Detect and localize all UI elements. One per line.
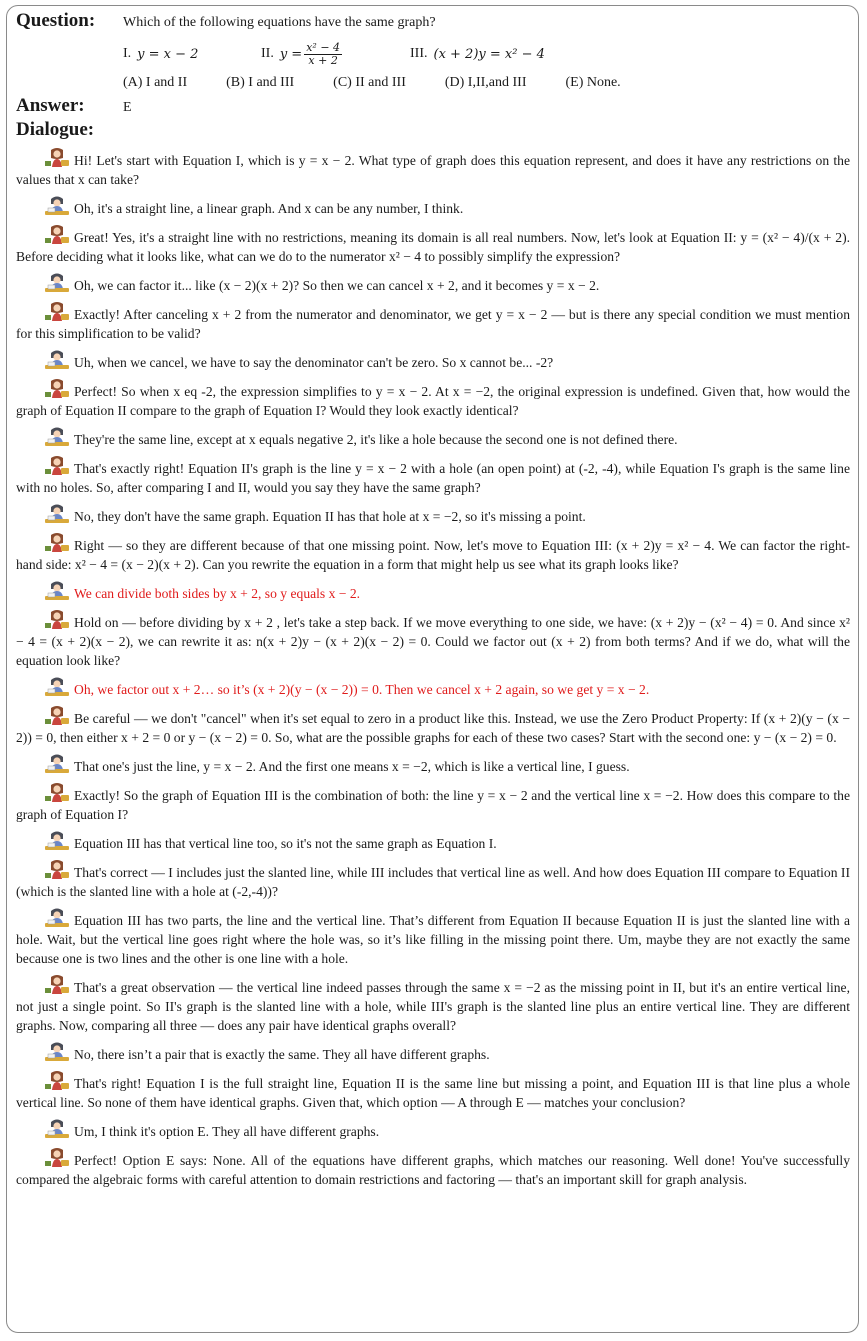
equation-2 xyxy=(261,42,410,67)
student-turn-text: Oh, we factor out x + 2… so it’s (x + 2)(y − (x − 2)) = 0. Then we cancel x + 2 again, so we get y = x − 2. xyxy=(74,682,650,697)
teacher-avatar-icon xyxy=(44,147,70,168)
teacher-turn-text: That's right! Equation I is the full straight line, Equation II is the same line but missing a point, and Equation III is that line plus a whole vertical line. So none of them have identical graphs. Given that, which option — A through E — matches your conclusion? xyxy=(16,1076,850,1110)
teacher-turn xyxy=(16,224,850,266)
teacher-turn xyxy=(16,859,850,901)
teacher-avatar-icon xyxy=(44,705,70,726)
option-a: (A) I and II xyxy=(123,75,188,90)
student-turn-text: We can divide both sides by x + 2, so y equals x − 2. xyxy=(74,586,361,601)
option-d: (D) I,II,and III xyxy=(444,75,527,90)
student-avatar-icon xyxy=(44,349,70,370)
student-turn-text: Oh, we can factor it... like (x − 2)(x + 2)? So then we can cancel x + 2, and it becomes y = x − 2. xyxy=(74,278,600,293)
teacher-turn xyxy=(16,378,850,420)
student-avatar-icon xyxy=(44,1118,70,1139)
student-avatar-icon xyxy=(44,272,70,293)
student-turn-text: Um, I think it's option E. They all have different graphs. xyxy=(74,1124,380,1139)
student-turn xyxy=(16,580,850,603)
question-text: Which of the following equations have the same graph? xyxy=(123,15,436,30)
student-turn-text: They're the same line, except at x equals negative 2, it's like a hole because the second one is not defined there. xyxy=(74,432,678,447)
teacher-turn-text: That's a great observation — the vertical line indeed passes through the same x = −2 as the missing point in II, but it's an entire vertical line, not just a single point. So II's graph is the slanted line with a hole, while III's graph is the slanted line plus an entire vertical line. They are different graphs. Now, comparing all three — does any pair have identical graphs overall? xyxy=(16,980,850,1033)
dialogue-label: Dialogue: xyxy=(16,119,95,140)
teacher-avatar-icon xyxy=(44,609,70,630)
teacher-turn xyxy=(16,1147,850,1189)
teacher-turn-text: Perfect! So when x eq -2, the expression simplifies to y = x − 2. At x = −2, the original expression is undefined. Given that, how would the graph of Equation II compare to the graph of Equation I? Would they look exactly identical? xyxy=(16,384,850,418)
student-turn xyxy=(16,830,850,853)
student-turn-text: No, there isn’t a pair that is exactly the same. They all have different graphs. xyxy=(74,1047,490,1062)
student-avatar-icon xyxy=(44,195,70,216)
student-turn xyxy=(16,272,850,295)
teacher-turn-text: Hi! Let's start with Equation I, which is y = x − 2. What type of graph does this equation represent, and does it have any restrictions on the values that x can take? xyxy=(16,153,850,187)
student-turn xyxy=(16,349,850,372)
answer-row xyxy=(16,95,850,117)
teacher-turn xyxy=(16,301,850,343)
equation-2-fraction xyxy=(304,42,342,67)
teacher-turn-text: Perfect! Option E says: None. All of the equations have different graphs, which matches our reasoning. Well done! You've successfully compared the algebraic forms with careful attention to domain restrictions and factoring — that's an important skill for graph analysis. xyxy=(16,1153,850,1187)
equation-3-expr: (x + 2)y = x² − 4 xyxy=(433,46,545,62)
equation-2-numerator: x² − 4 xyxy=(306,40,341,54)
teacher-turn-text: That's exactly right! Equation II's graph is the line y = x − 2 with a hole (an open point) at (-2, -4), while Equation I's graph is the same line with no holes. So, after comparing I and II, would you say they have the same graph? xyxy=(16,461,850,495)
answer-value: E xyxy=(123,100,132,115)
equation-2-roman: II. xyxy=(261,46,274,61)
student-turn xyxy=(16,907,850,968)
student-turn xyxy=(16,1041,850,1064)
teacher-turn xyxy=(16,532,850,574)
equation-1 xyxy=(123,46,261,62)
document-content xyxy=(16,10,850,1189)
teacher-avatar-icon xyxy=(44,301,70,322)
teacher-avatar-icon xyxy=(44,532,70,553)
teacher-turn xyxy=(16,974,850,1035)
student-turn-text: Equation III has two parts, the line and the vertical line. That’s different from Equation II because Equation II is just the slanted line with a hole. Wait, but the vertical line goes right where the hole was, so it’s like filling in the missing point there. Um, maybe they are not exactly the same because one is two lines and the other is one line with a hole. xyxy=(16,913,850,966)
teacher-turn xyxy=(16,705,850,747)
question-label: Question: xyxy=(16,10,96,31)
student-avatar-icon xyxy=(44,580,70,601)
teacher-turn-text: Hold on — before dividing by x + 2 , let's take a step back. If we move everything to one side, we have: (x + 2)y − (x² − 4) = 0. And since x² − 4 = (x + 2)(x − 2), we can rewrite it as: n(x + 2)y − (x + 2)(x − 2) = 0. Could we factor out (x + 2) from both terms? And if we do, what will the equation look like? xyxy=(16,615,850,668)
equation-1-roman: I. xyxy=(123,46,132,61)
student-avatar-icon xyxy=(44,753,70,774)
student-turn-text: That one's just the line, y = x − 2. And the first one means x = −2, which is like a vertical line, I guess. xyxy=(74,759,630,774)
student-avatar-icon xyxy=(44,676,70,697)
teacher-avatar-icon xyxy=(44,224,70,245)
student-avatar-icon xyxy=(44,907,70,928)
student-turn xyxy=(16,503,850,526)
teacher-turn-text: Be careful — we don't "cancel" when it's set equal to zero in a product like this. Instead, we use the Zero Product Property: If (x + 2)(y − (x − 2)) = 0, then either x + 2 = 0 or y − (x − 2) = 0. So, what are the possible graphs for each of these two cases? Start with the second one: y − (x − 2) = 0. xyxy=(16,711,850,745)
student-turn xyxy=(16,195,850,218)
student-turn xyxy=(16,426,850,449)
equation-3-roman: III. xyxy=(410,46,428,61)
equations-row xyxy=(123,37,850,71)
answer-label: Answer: xyxy=(16,95,85,116)
equation-2-denominator: x + 2 xyxy=(308,53,338,67)
teacher-avatar-icon xyxy=(44,782,70,803)
student-turn-text: Uh, when we cancel, we have to say the denominator can't be zero. So x cannot be... -2? xyxy=(74,355,554,370)
equation-3 xyxy=(410,46,545,62)
teacher-turn-text: Exactly! After canceling x + 2 from the numerator and denominator, we get y = x − 2 — but is there any special condition we must mention for this simplification to be valid? xyxy=(16,307,850,341)
options-row xyxy=(123,75,850,91)
option-c: (C) II and III xyxy=(333,75,406,90)
teacher-turn-text: That's correct — I includes just the slanted line, while III includes that vertical line as well. And how does Equation III compare to Equation II (which is the slanted line with a hole at (-2,-4))? xyxy=(16,865,850,899)
option-b: (B) I and III xyxy=(226,75,295,90)
student-turn-text: Equation III has that vertical line too, so it's not the same graph as Equation I. xyxy=(74,836,497,851)
student-turn-text: No, they don't have the same graph. Equation II has that hole at x = −2, so it's missing a point. xyxy=(74,509,586,524)
student-turn xyxy=(16,753,850,776)
teacher-avatar-icon xyxy=(44,859,70,880)
teacher-avatar-icon xyxy=(44,1070,70,1091)
student-turn xyxy=(16,1118,850,1141)
teacher-avatar-icon xyxy=(44,974,70,995)
option-e: (E) None. xyxy=(565,75,621,90)
teacher-turn xyxy=(16,609,850,670)
teacher-avatar-icon xyxy=(44,455,70,476)
student-avatar-icon xyxy=(44,426,70,447)
teacher-turn-text: Exactly! So the graph of Equation III is the combination of both: the line y = x − 2 and the vertical line x = −2. How does this compare to the graph of Equation I? xyxy=(16,788,850,822)
teacher-turn-text: Right — so they are different because of that one missing point. Now, let's move to Equation III: (x + 2)y = x² − 4. We can factor the right-hand side: x² − 4 = (x − 2)(x + 2). Can you rewrite the equation in a form that might help us see what its graph looks like? xyxy=(16,538,850,572)
teacher-turn-text: Great! Yes, it's a straight line with no restrictions, meaning its domain is all real numbers. Now, let's look at Equation II: y = (x² − 4)/(x + 2). Before deciding what it looks like, what can we do to the numerator x² − 4 to possibly simplify the expression? xyxy=(16,230,850,264)
dialogue-turns xyxy=(16,147,850,1189)
teacher-turn xyxy=(16,1070,850,1112)
teacher-turn xyxy=(16,455,850,497)
student-avatar-icon xyxy=(44,503,70,524)
teacher-turn xyxy=(16,147,850,189)
student-turn xyxy=(16,676,850,699)
student-avatar-icon xyxy=(44,1041,70,1062)
student-avatar-icon xyxy=(44,830,70,851)
teacher-avatar-icon xyxy=(44,1147,70,1168)
teacher-avatar-icon xyxy=(44,378,70,399)
equation-2-lhs: y = xyxy=(279,46,303,62)
question-row xyxy=(16,10,850,32)
student-turn-text: Oh, it's a straight line, a linear graph. And x can be any number, I think. xyxy=(74,201,464,216)
equation-1-expr: y = x − 2 xyxy=(137,46,199,62)
teacher-turn xyxy=(16,782,850,824)
